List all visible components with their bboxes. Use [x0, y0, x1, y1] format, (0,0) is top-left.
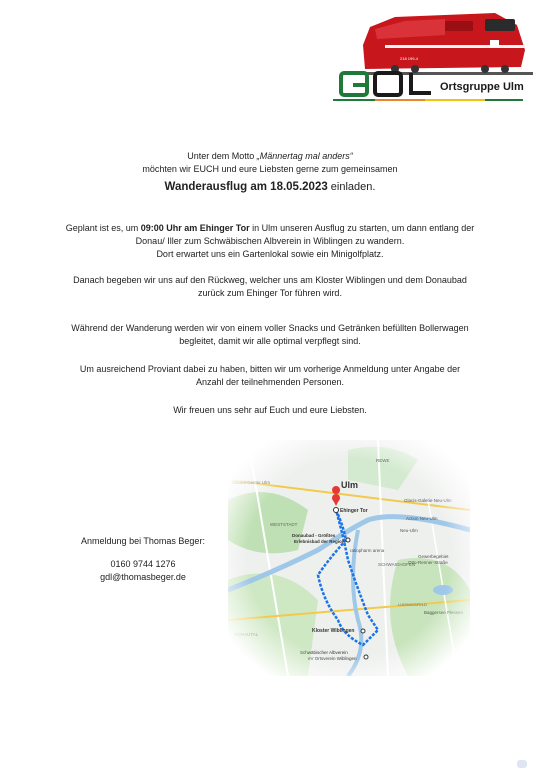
- paragraph-plan: [0, 222, 540, 261]
- intro-prefix: Unter dem Motto: [187, 151, 257, 161]
- motto: „Männertag mal anders“: [256, 151, 353, 161]
- event-title-rest: einladen.: [327, 181, 376, 193]
- paragraph-registration: [0, 363, 540, 389]
- paragraph-closing: Wir freuen uns sehr auf Euch und eure Liebsten.: [173, 405, 367, 415]
- contact-email: gdl@thomasbeger.de: [100, 572, 186, 582]
- contact-phone: 0160 9744 1276: [110, 559, 176, 569]
- p4-line2: Anzahl der teilnehmenden Personen.: [195, 377, 345, 387]
- train-plate: 218 199-4: [400, 56, 419, 61]
- page-indicator: [517, 760, 527, 768]
- p3-line1: Während der Wanderung werden wir von einem voller Snacks und Getränken befüllten Bollerwagen: [71, 323, 469, 333]
- intro-line2: möchten wir EUCH und eure Liebsten gerne zum gemeinsamen: [142, 164, 398, 174]
- p3-line2: begleitet, damit wir alle optimal verpflegt sind.: [179, 336, 361, 346]
- intro-paragraph: [0, 150, 540, 176]
- p2-line2: zurück zum Ehinger Tor führen wird.: [198, 288, 342, 298]
- db-badge-icon: [490, 40, 499, 47]
- p2-line1: Danach begeben wir uns auf den Rückweg, welcher uns am Kloster Wiblingen und dem Donaubad: [73, 275, 467, 285]
- org-name: Ortsgruppe Ulm: [440, 81, 524, 93]
- p1-line2: Donau/ Iller zum Schwäbischen Albverein in Wiblingen zu wandern.: [135, 236, 405, 246]
- event-title: [0, 181, 540, 194]
- route-map: [228, 440, 470, 676]
- paragraph-return: [0, 274, 540, 300]
- p4-line1: Um ausreichend Proviant dabei zu haben, bitten wir um vorherige Anmeldung unter Angabe der: [79, 364, 461, 374]
- contact-label: Anmeldung bei Thomas Beger:: [81, 536, 205, 546]
- p1-line3: Dort erwartet uns ein Gartenlokal sowie ein Minigolfplatz.: [156, 249, 384, 259]
- event-title-strong: Wanderausflug am 18.05.2023: [164, 181, 328, 193]
- p1-part-b: in Ulm unseren Ausflug zu starten, um dann entlang der: [249, 223, 475, 233]
- p1-part-a: Geplant ist es, um: [65, 223, 141, 233]
- contact-block: [68, 535, 218, 584]
- paragraph-snacks: [0, 322, 540, 348]
- p1-time: 09:00 Uhr am Ehinger Tor: [140, 223, 250, 233]
